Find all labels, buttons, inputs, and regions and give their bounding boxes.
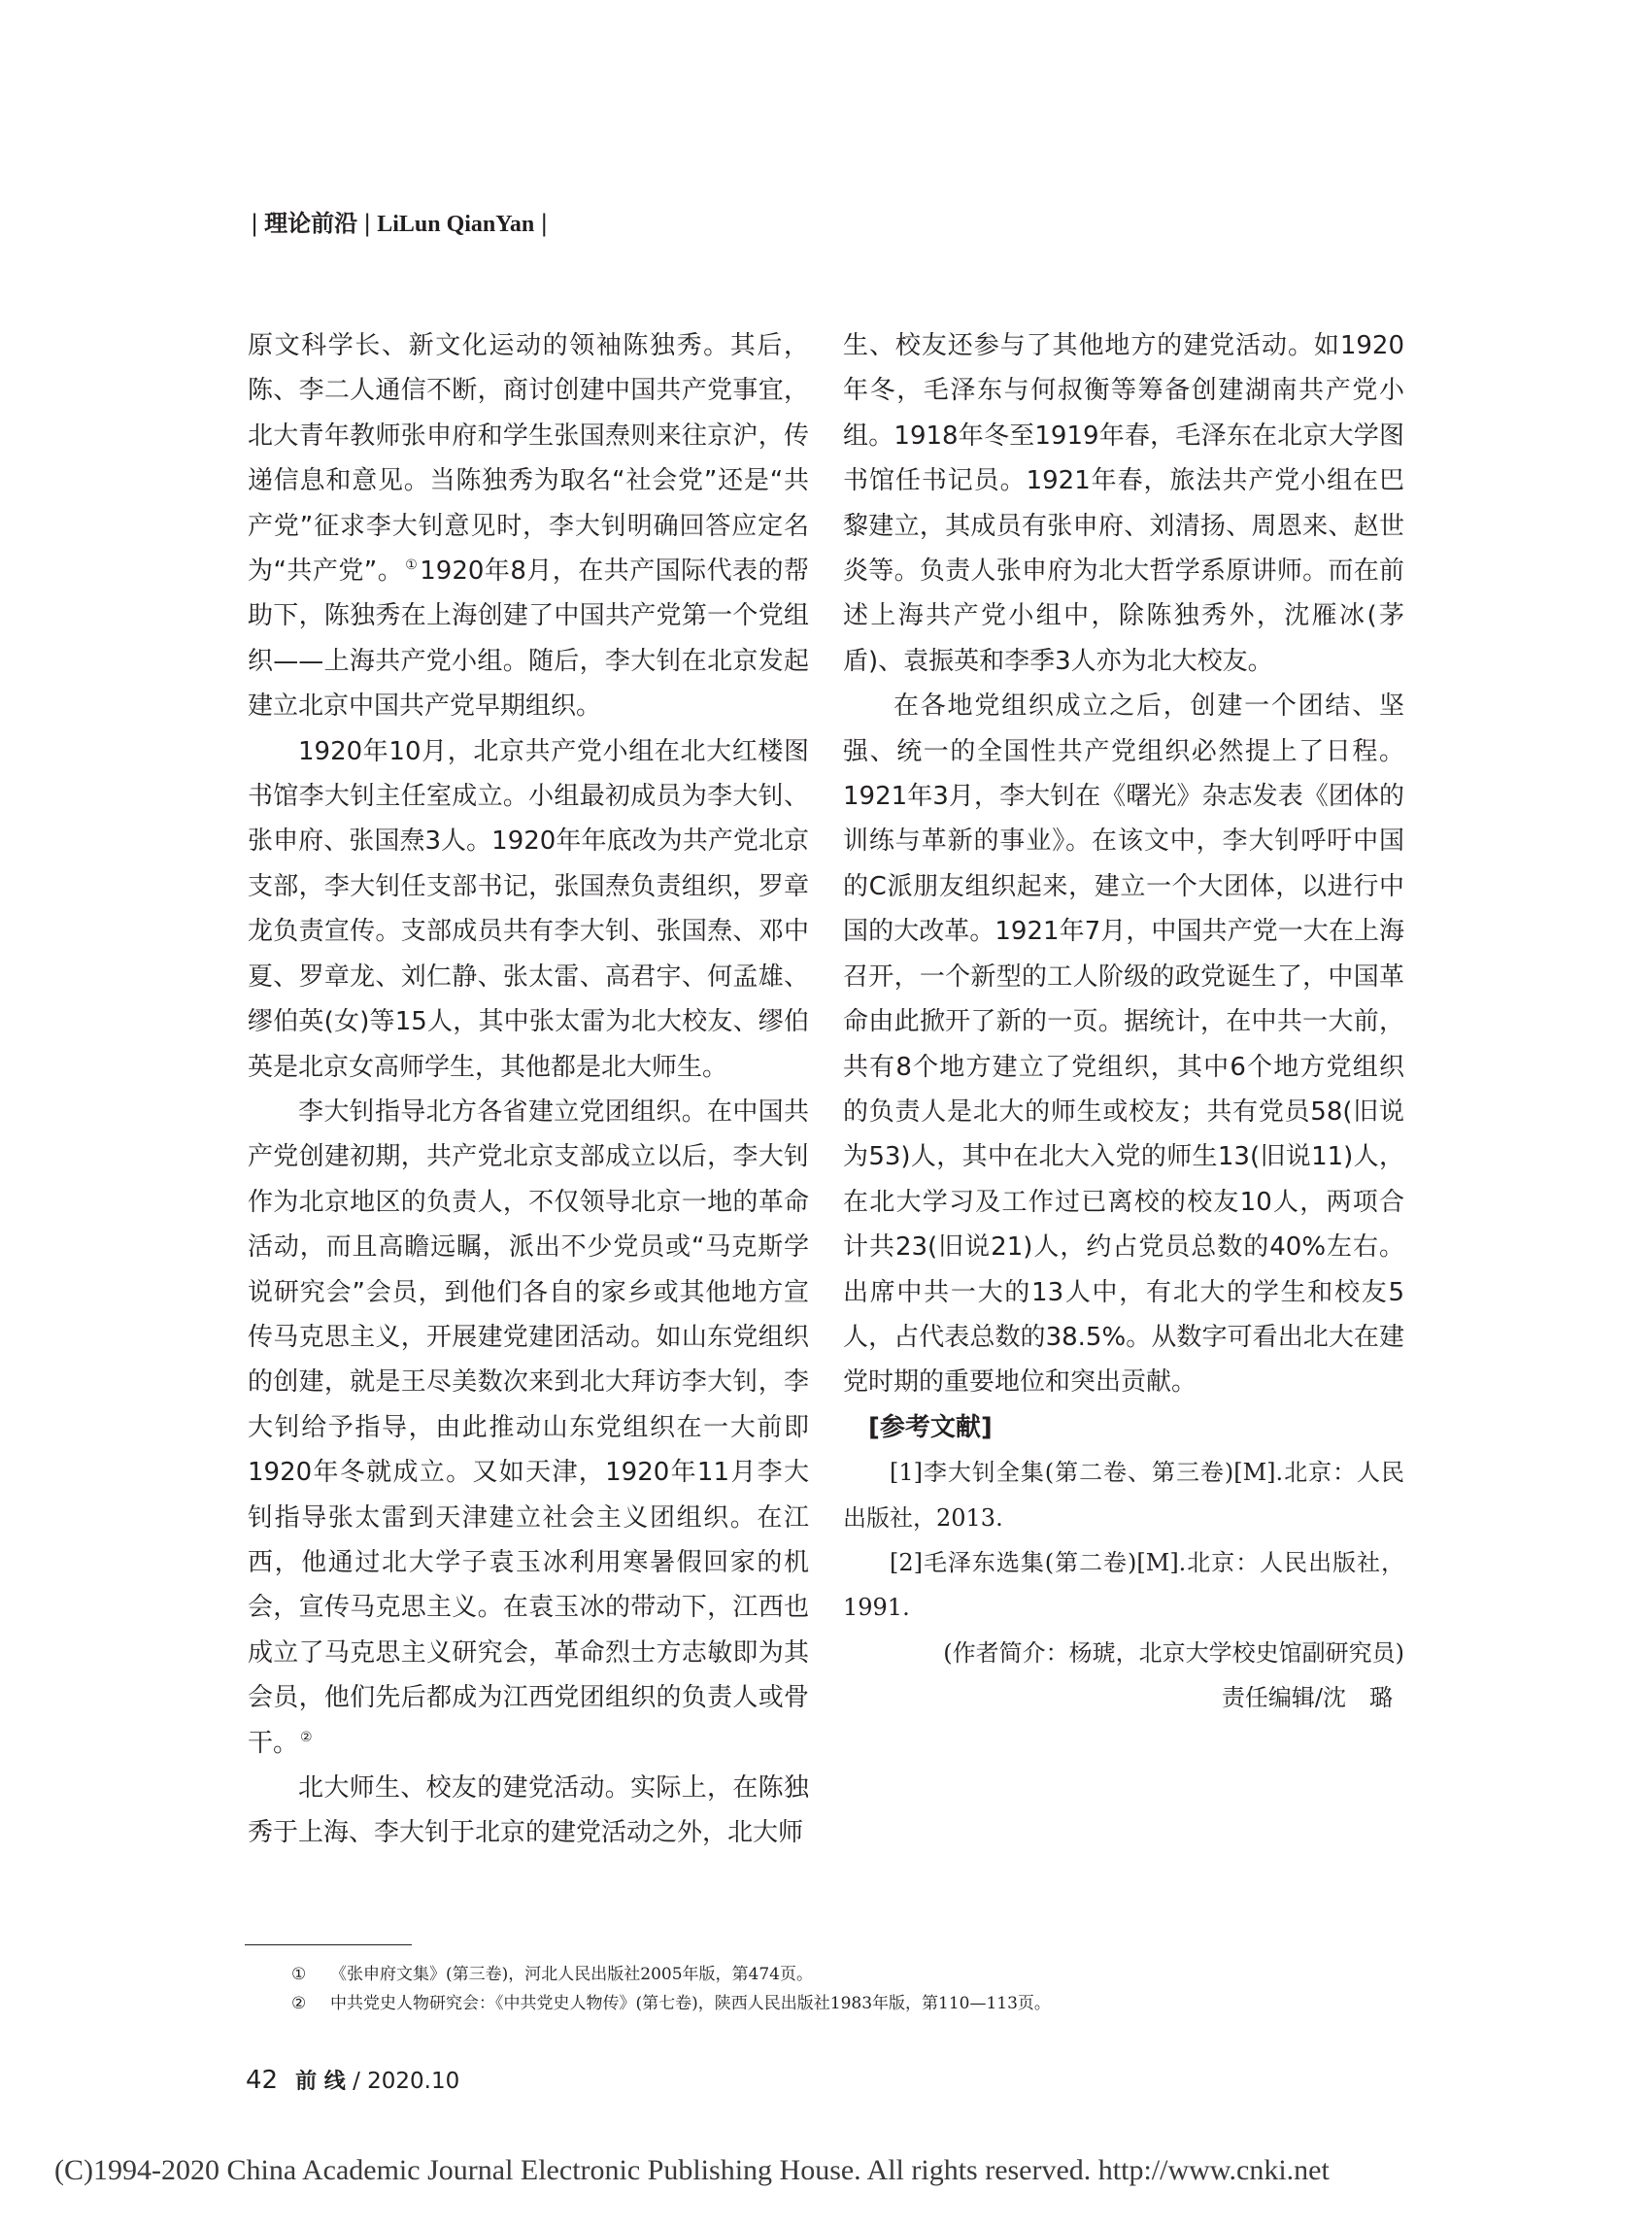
page-footer [246, 2065, 459, 2095]
header-section-en: LiLun QianYan [377, 212, 535, 237]
page-number: 42 [246, 2066, 279, 2095]
footnote-1 [291, 1960, 1360, 1989]
running-header [245, 204, 554, 238]
references-title: [参考文献] [868, 1412, 993, 1442]
left-p1-cont-text: 1920年8月，在共产国际代表的帮助下，陈独秀在上海创建了中国共产党第一个党组织——上海共产党小组。随后，李大钊在北京发起建立北京中国共产党早期组织。 [248, 556, 809, 722]
footnote-2 [291, 1989, 1360, 2018]
footnote-ref-1[interactable]: ① [405, 557, 419, 574]
header-bar-mid: | [363, 210, 372, 237]
reference-2: [2]毛泽东选集(第二卷)[M].北京：人民出版社，1991. [843, 1548, 1404, 1622]
header-bar-right: | [540, 210, 549, 237]
header-section-cn: 理论前沿 [264, 210, 358, 237]
author-bio: (作者简介：杨琥，北京大学校史馆副研究员) [943, 1638, 1404, 1667]
right-paragraph-2: 在各地党组织成立之后，创建一个团结、坚强、统一的全国性共产党组织必然提上了日程。1921年3月，李大钊在《曙光》杂志发表《团体的训练与革新的事业》。在该文中，李大钊呼吁中国的C派朋友组织起来，建立一个大团体，以进行中国的大改革。1921年7月，中国共产党一大在上海召开，一个新型的工人阶级的政党诞生了，中国革命由此掀开了新的一页。据统计，在中共一大前，共有8个地方建立了党组织，其中6个地方党组织的负责人是北大的师生或校友；共有党员58(旧说为53)人，其中在北大入党的师生13(旧说11)人，在北大学习及工作过已离校的校友10人，两项合计共23(旧说21)人，约占党员总数的40%左右。出席中共一大的13人中，有北大的学生和校友5人，占代表总数的38.5%。从数字可看出北大在建党时期的重要地位和突出贡献。 [843, 691, 1404, 1398]
left-paragraph-1 [248, 323, 809, 729]
copyright-notice: (C)1994-2020 China Academic Journal Electronic Publishing House. All rights reserved. http://www.cnki.net [54, 2154, 1330, 2186]
footnote-ref-2[interactable]: ② [300, 1729, 313, 1745]
header-bar-left: | [251, 210, 259, 237]
footnote-text: 中共党史人物研究会：《中共党史人物传》(第七卷)，陕西人民出版社1983年版，第110—113页。 [330, 1994, 1051, 2013]
left-paragraph-3 [248, 1090, 809, 1766]
footnotes [291, 1960, 1360, 2018]
right-column [843, 323, 1404, 1721]
reference-1: [1]李大钊全集(第二卷、第三卷)[M].北京：人民出版社，2013. [843, 1459, 1404, 1532]
footnote-mark: ① [291, 1965, 307, 1984]
left-p1-text: 原文科学长、新文化运动的领袖陈独秀。其后，陈、李二人通信不断，商讨创建中国共产党事宜，北大青年教师张申府和学生张国焘则来往京沪，传递信息和意见。当陈独秀为取名“社会党”还是“共产党”征求李大钊意见时，李大钊明确回答应定名为“共产党”。 [248, 331, 809, 587]
footnote-divider [245, 1944, 412, 1945]
journal-issue: / 2020.10 [353, 2069, 460, 2094]
journal-name: 前 线 [295, 2070, 346, 2094]
footnote-mark: ② [291, 1994, 307, 2013]
responsible-editor: 责任编辑/沈 璐 [1221, 1684, 1393, 1712]
right-paragraph-1: 生、校友还参与了其他地方的建党活动。如1920年冬，毛泽东与何叔衡等筹备创建湖南共产党小组。1918年冬至1919年春，毛泽东在北京大学图书馆任书记员。1921年春，旅法共产党小组在巴黎建立，其成员有张申府、刘清扬、周恩来、赵世炎等。负责人张申府为北大哲学系原讲师。而在前述上海共产党小组中，除陈独秀外，沈雁冰(茅盾)、袁振英和李季3人亦为北大校友。 [843, 331, 1404, 676]
left-paragraph-2: 1920年10月，北京共产党小组在北大红楼图书馆李大钊主任室成立。小组最初成员为李大钊、张申府、张国焘3人。1920年年底改为共产党北京支部，李大钊任支部书记，张国焘负责组织，罗章龙负责宣传。支部成员共有李大钊、张国焘、邓中夏、罗章龙、刘仁静、张太雷、高君宇、何孟雄、缪伯英(女)等15人，其中张太雷为北大校友、缪伯英是北京女高师学生，其他都是北大师生。 [248, 736, 809, 1082]
left-column [248, 323, 809, 1856]
footnote-text: 《张申府文集》(第三卷)，河北人民出版社2005年版，第474页。 [330, 1965, 813, 1984]
left-paragraph-4: 北大师生、校友的建党活动。实际上，在陈独秀于上海、李大钊于北京的建党活动之外，北大师 [248, 1773, 809, 1848]
left-p3-text: 李大钊指导北方各省建立党团组织。在中国共产党创建初期，共产党北京支部成立以后，李大钊作为北京地区的负责人，不仅领导北京一地的革命活动，而且高瞻远瞩，派出不少党员或“马克斯学说研究会”会员，到他们各自的家乡或其他地方宣传马克思主义，开展建党建团活动。如山东党组织的创建，就是王尽美数次来到北大拜访李大钊，李大钊给予指导，由此推动山东党组织在一大前即1920年冬就成立。又如天津，1920年11月李大钊指导张太雷到天津建立社会主义团组织。在江西，他通过北大学子袁玉冰利用寒暑假回家的机会，宣传马克思主义。在袁玉冰的带动下，江西也成立了马克思主义研究会，革命烈士方志敏即为其会员，他们先后都成为江西党团组织的负责人或骨干。 [248, 1096, 809, 1758]
